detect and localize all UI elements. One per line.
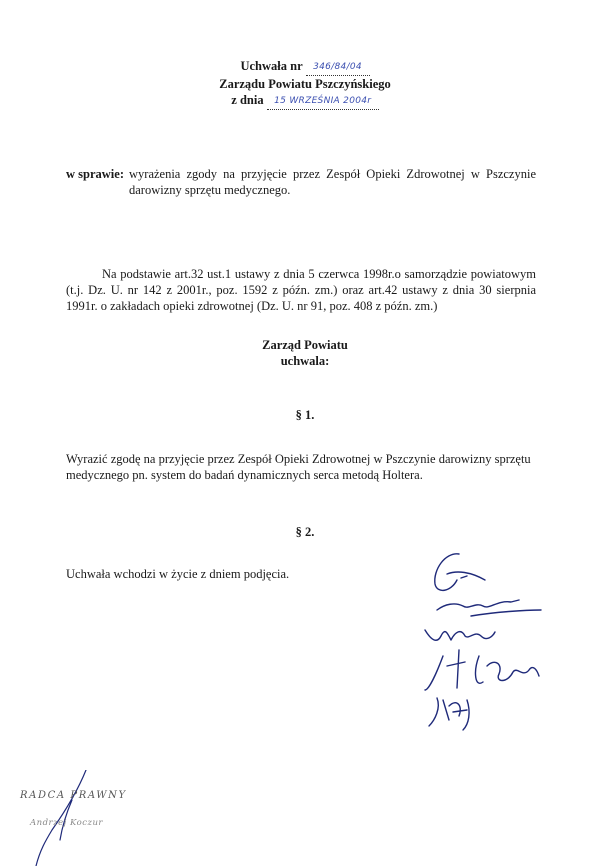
- resolving-body: [0, 337, 610, 369]
- signature-5: [429, 698, 469, 730]
- legal-counsel-stamp: [16, 770, 156, 866]
- date-prefix: z dnia: [231, 93, 264, 107]
- section-2-text: Uchwała wchodzi w życie z dniem podjęcia.: [66, 567, 290, 581]
- document-header: [0, 58, 610, 110]
- subject-text: wyrażenia zgody na przyjęcie przez Zespół Opieki Zdrowotnej w Pszczynie darowizny sprzętu medycznego.: [129, 167, 536, 197]
- resolution-number-line: [0, 58, 610, 76]
- stamp-title: RADCA PRAWNY: [20, 790, 127, 801]
- legal-basis-paragraph: Na podstawie art.32 ust.1 ustawy z dnia 5 czerwca 1998r.o samorządzie powiatowym (t.j. Dz. U. nr 142 z 2001r., poz. 1592 z późn. zm.) oraz art.42 ustawy z dnia 30 sierpnia 1991r. o zakładach opieki zdrowotnej (Dz. U. nr 91, poz. 408 z późn. zm.): [66, 267, 536, 313]
- issuer-name: Zarządu Powiatu Pszczyńskiego: [219, 77, 391, 91]
- resolution-title: Uchwała nr: [240, 59, 303, 73]
- resolution-date-handwritten: 15 WRZEŚNIA 2004r: [267, 93, 379, 110]
- signature-1: [435, 554, 485, 591]
- stamp-name: Andrzej Koczur: [30, 818, 103, 828]
- resolving-body-name: Zarząd Powiatu: [262, 338, 348, 352]
- resolution-number-handwritten: 346/84/04: [306, 59, 370, 76]
- resolution-date-line: [0, 92, 610, 110]
- signature-2: [437, 600, 541, 616]
- section-1-text: Wyrazić zgodę na przyjęcie przez Zespół Opieki Zdrowotnej w Pszczynie darowizny sprzętu medycznego pn. system do badań dynamicznych serca metodą Holtera.: [66, 452, 531, 482]
- board-signatures: [415, 540, 565, 740]
- signature-3: [425, 630, 495, 640]
- subject-block: [66, 166, 536, 198]
- resolving-verb: uchwala:: [280, 354, 330, 368]
- signature-4: [425, 650, 539, 690]
- section-1-heading: § 1.: [295, 408, 315, 422]
- subject-label: w sprawie:: [66, 167, 124, 181]
- section-2-heading: § 2.: [295, 525, 315, 539]
